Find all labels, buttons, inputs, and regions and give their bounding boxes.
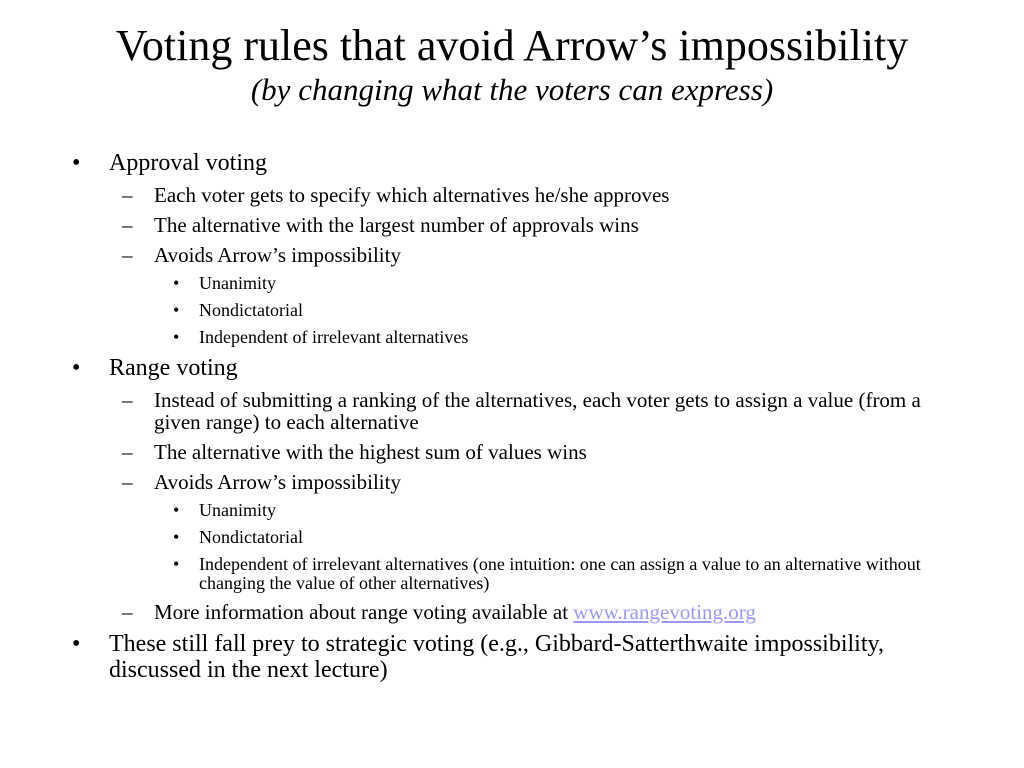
sub-bullet [0,184,1024,206]
bullet-icon: • [173,300,180,320]
bullet-icon: • [72,631,81,657]
bullet-icon: • [173,273,180,293]
sub-bullet-text: The alternative with the largest number of approvals wins [154,213,639,237]
title-block [0,20,1024,108]
bullet-label: Approval voting [109,150,267,176]
property-item [0,301,1024,320]
sub-bullet-text: Avoids Arrow’s impossibility [154,470,401,494]
sub-bullet [0,214,1024,236]
dash-icon: – [122,440,133,464]
slide-subtitle: (by changing what the voters can express) [250,72,774,107]
property-item [0,555,1024,593]
rangevoting-link[interactable]: www.rangevoting.org [573,600,756,624]
bullet-icon: • [72,150,81,176]
property-item [0,501,1024,520]
dash-icon: – [122,183,133,207]
bullet-label: These still fall prey to strategic voting (e.g., Gibbard-Satterthwaite impossibility, discussed in the next lecture) [109,631,884,683]
dash-icon: – [122,600,133,624]
bullet-range-voting [0,355,1024,381]
property-text: Independent of irrelevant alternatives [199,327,469,347]
property-item [0,528,1024,547]
bullet-icon: • [173,500,180,520]
sub-bullet [0,389,1024,433]
sub-bullet [0,441,1024,463]
slide-title: Voting rules that avoid Arrow’s impossibility [115,21,909,70]
sub-bullet [0,471,1024,493]
dash-icon: – [122,213,133,237]
sub-bullet-text: The alternative with the highest sum of values wins [154,440,587,464]
more-info-text: More information about range voting available at [154,600,574,624]
bullet-icon: • [173,554,180,574]
property-text: Nondictatorial [199,527,303,547]
bullet-icon: • [72,355,81,381]
slide-body [0,146,1024,683]
bullet-strategic-voting [0,631,1024,683]
bullet-approval-voting [0,150,1024,176]
sub-bullet-text: Instead of submitting a ranking of the alternatives, each voter gets to assign a value (from a given range) to each alternative [154,388,921,434]
sub-bullet-more-info [0,601,1024,623]
bullet-icon: • [173,527,180,547]
sub-bullet [0,244,1024,266]
property-text: Unanimity [199,500,276,520]
sub-bullet-text: Avoids Arrow’s impossibility [154,243,401,267]
property-text: Nondictatorial [199,300,303,320]
property-text: Independent of irrelevant alternatives (one intuition: one can assign a value to an alternative without changing the value of other alternatives) [199,554,921,593]
property-item [0,274,1024,293]
property-item [0,328,1024,347]
dash-icon: – [122,470,133,494]
dash-icon: – [122,388,133,412]
bullet-icon: • [173,327,180,347]
property-text: Unanimity [199,273,276,293]
bullet-label: Range voting [109,355,238,381]
sub-bullet-text: Each voter gets to specify which alternatives he/she approves [154,183,670,207]
dash-icon: – [122,243,133,267]
